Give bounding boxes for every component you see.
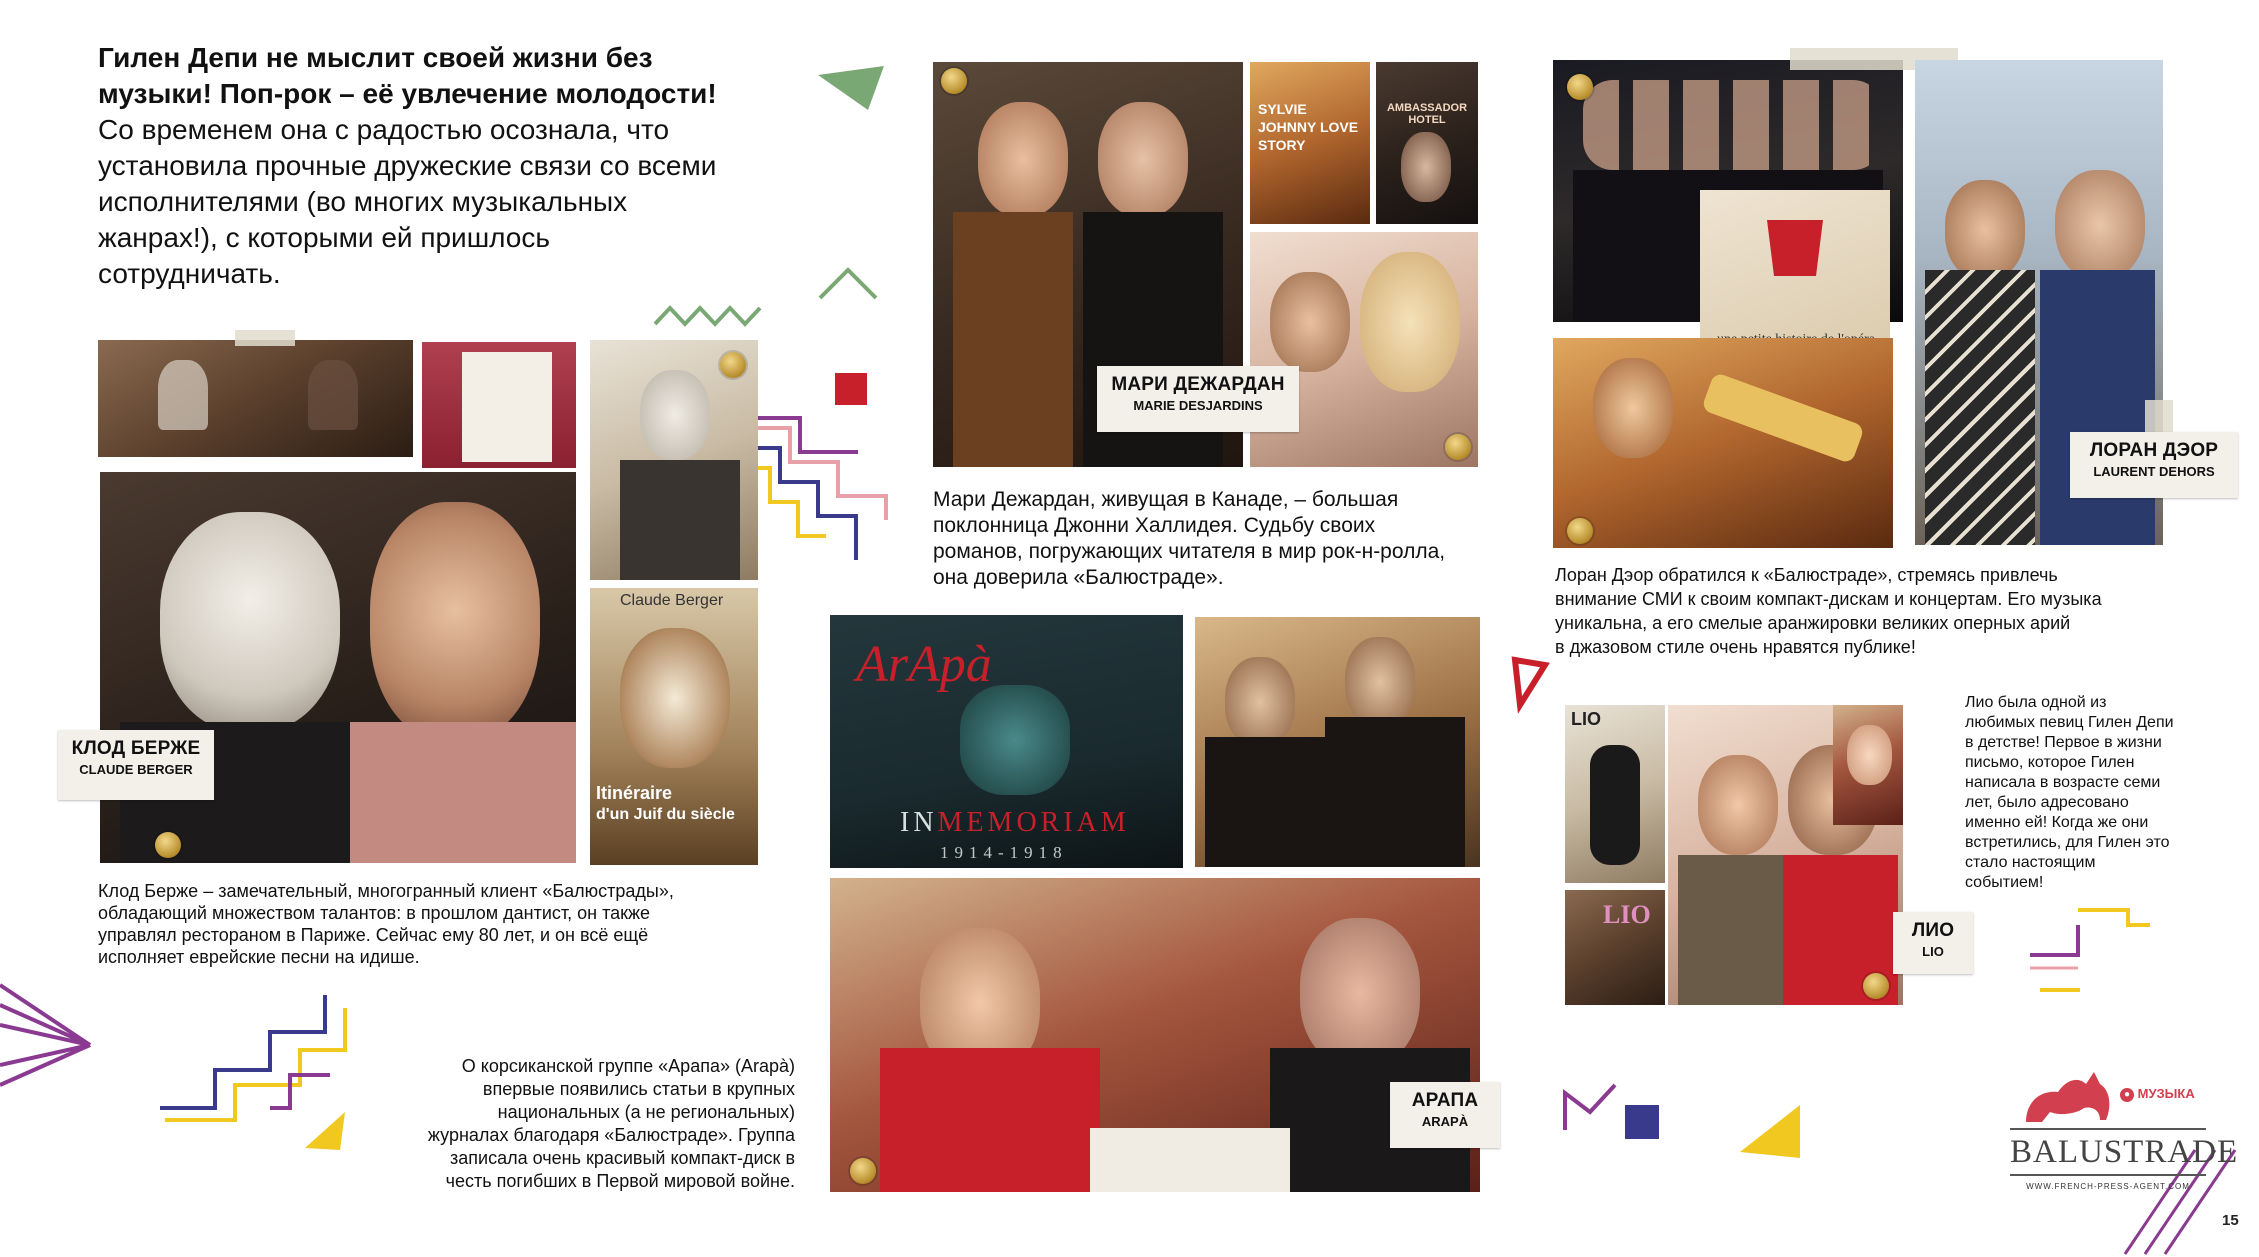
yellow-stairs-left xyxy=(165,1008,345,1120)
lio-cover-1 xyxy=(1565,705,1665,883)
intro-bold-line: музыки! Поп-рок – её увлечение молодости! xyxy=(98,78,717,109)
claude-photo-door xyxy=(420,340,578,470)
claude-poster-title-1: Itinéraire xyxy=(596,783,673,803)
logo-brand: BALUSTRADE xyxy=(2010,1128,2206,1176)
arapa-label xyxy=(1390,1082,1500,1148)
music-tag-label: МУЗЫКА xyxy=(2137,1086,2195,1101)
intro-line: жанрах!), с которыми ей пришлось xyxy=(98,222,550,253)
yellow-triangle-right xyxy=(1740,1105,1800,1158)
marie-book-2 xyxy=(1376,62,1478,224)
lio-cover-2-title: LIO xyxy=(1603,900,1651,929)
laurent-label xyxy=(2070,432,2238,498)
lio-label xyxy=(1893,912,1973,974)
laurent-label-fr: LAURENT DEHORS xyxy=(2093,464,2215,479)
green-triangle xyxy=(818,66,884,110)
logo-url: WWW.FRENCH-PRESS-AGENT.COM xyxy=(2026,1182,2190,1191)
navy-square xyxy=(1625,1105,1659,1139)
lio-cover-3 xyxy=(1565,890,1665,1005)
purple-stairs-right xyxy=(2030,925,2078,955)
intro-line: Со временем она с радостью осознала, что xyxy=(98,114,670,145)
claude-poster xyxy=(590,588,758,865)
arapa-caption: О корсиканской группе «Арапа» (Arapà) впервые появились статьи в крупных национальных (а не региональных) журналах благодаря «Балюстраде». Группа записала очень красивый компакт-диск в честь погибших в Первой мировой войне. xyxy=(427,1056,795,1191)
lio-cover-2 xyxy=(1833,705,1903,825)
arapa-cover-years: 1914-1918 xyxy=(940,843,1068,862)
laurent-caption: Лоран Дэор обратился к «Балюстраде», стремясь привлечь внимание СМИ к своим компакт-дискам и концертам. Его музыка уникальна, а его смелые аранжировки великих оперных арий в джазовом стиле очень нравятся публике! xyxy=(1555,565,2102,657)
intro-line: установила прочные дружеские связи со всеми xyxy=(98,150,717,181)
red-square xyxy=(835,373,867,405)
marie-book-1-title: SYLVIE JOHNNY LOVE STORY xyxy=(1258,101,1359,153)
laurent-photo-sax xyxy=(1553,338,1893,548)
green-zigzag xyxy=(655,308,760,324)
green-chevron xyxy=(820,270,876,298)
marie-book-2-title: AMBASSADOR HOTEL xyxy=(1386,102,1468,126)
intro-line: исполнителями (во многих музыкальных xyxy=(98,186,628,217)
arapa-cd-cover xyxy=(830,615,1183,868)
claude-photo-stage xyxy=(98,340,413,457)
lio-caption: Лио была одной из любимых певиц Гилен Депи в детстве! Первое в жизни письмо, которое Гилен написала в возрасте семи лет, было адресовано именно ей! Когда же они встретились, для Гилен это стало настоящим событием! xyxy=(1965,694,2174,891)
intro-line: сотрудничать. xyxy=(98,258,281,289)
yellow-triangle xyxy=(305,1112,345,1150)
marie-book-1 xyxy=(1250,62,1370,224)
claude-poster-name: Claude Berger xyxy=(620,592,724,609)
pink-stairs xyxy=(742,428,886,520)
marie-caption: Мари Дежардан, живущая в Канаде, – большая поклонница Джонни Халлидея. Судьбу своих романов, погружающих читателя в мир рок-н-ролла, она доверила «Балюстраде». xyxy=(933,488,1446,589)
arapa-cover-memoriam: INMEMORIAM xyxy=(900,807,1130,838)
laurent-label-ru: ЛОРАН ДЭОР xyxy=(2089,440,2219,461)
lio-label-fr: LIO xyxy=(1922,944,1944,959)
marie-label-ru: МАРИ ДЕЖАРДАН xyxy=(1111,374,1285,395)
intro-bold-line: Гилен Депи не мыслит своей жизни без xyxy=(98,42,653,73)
arapa-label-ru: АРАПА xyxy=(1411,1090,1479,1111)
arapa-label-fr: ARAPÀ xyxy=(1421,1114,1469,1129)
claude-label xyxy=(58,730,214,800)
purple-zigzag xyxy=(1565,1085,1615,1130)
red-chevron xyxy=(1515,660,1545,705)
yellow-stairs-right xyxy=(2078,910,2150,925)
arapa-photo-dinner xyxy=(830,878,1480,1192)
claude-poster-title-2: d'un Juif du siècle xyxy=(596,806,735,823)
music-tag: ● МУЗЫКА xyxy=(2120,1086,2195,1102)
claude-caption: Клод Берже – замечательный, многогранный клиент «Балюстрады», обладающий множеством талантов: в прошлом дантист, он также управлял рестораном в Париже. Сейчас ему 80 лет, и он всё ещё исполняет еврейские песни на идише. xyxy=(98,881,674,967)
balustrade-logo[interactable] xyxy=(2010,1062,2239,1212)
claude-label-ru: КЛОД БЕРЖЕ xyxy=(71,738,201,759)
lio-label-ru: ЛИО xyxy=(1911,920,1955,941)
marie-label-fr: MARIE DESJARDINS xyxy=(1133,398,1263,413)
claude-photo-singing xyxy=(590,340,758,580)
marie-label xyxy=(1097,366,1299,432)
arapa-photo-church xyxy=(1195,617,1480,867)
claude-photo-portrait xyxy=(98,470,578,865)
claude-label-fr: CLAUDE BERGER xyxy=(79,762,193,777)
page-number: 15 xyxy=(2222,1212,2239,1229)
arapa-cover-title: ArApà xyxy=(856,636,992,693)
cat-icon xyxy=(2020,1062,2115,1124)
lio-cover-1-title: LIO xyxy=(1571,709,1601,729)
